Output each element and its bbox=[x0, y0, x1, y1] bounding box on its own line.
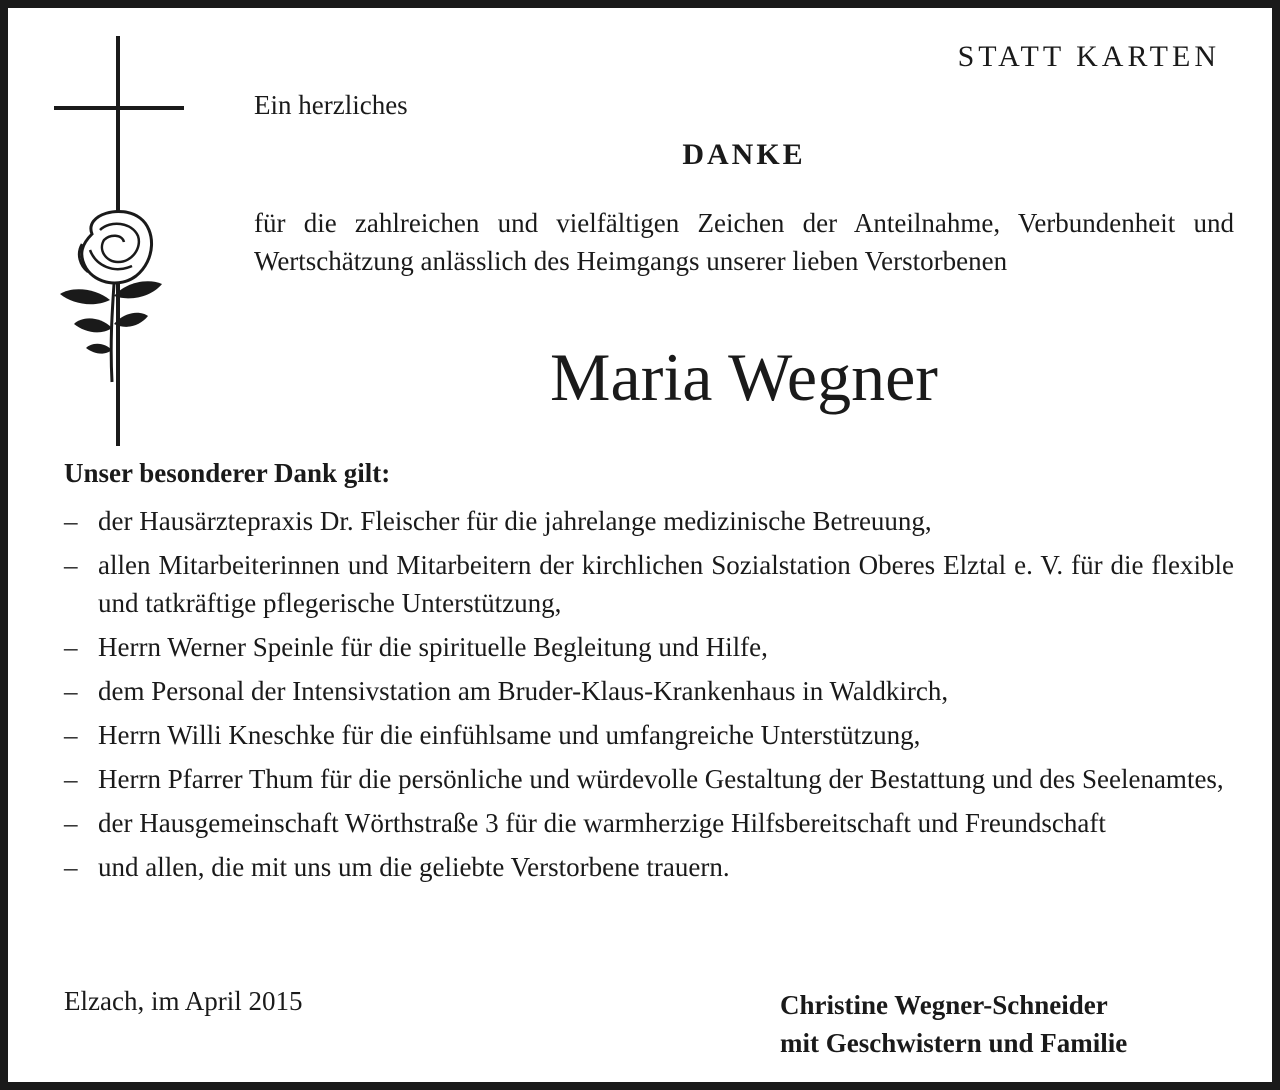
list-item bbox=[64, 804, 1234, 842]
danke-headline: DANKE bbox=[682, 138, 806, 171]
thanks-list bbox=[64, 502, 1234, 892]
list-item-text: der Hausgemeinschaft Wörthstraße 3 für die warmherzige Hilfsbereitschaft und Freundschaft bbox=[98, 808, 1106, 838]
list-item bbox=[64, 672, 1234, 710]
dash-bullet: – bbox=[64, 764, 78, 794]
dash-bullet: – bbox=[64, 676, 78, 706]
intro-line: Ein herzliches bbox=[254, 90, 408, 120]
list-item bbox=[64, 760, 1234, 798]
thanks-heading: Unser besonderer Dank gilt: bbox=[64, 458, 391, 488]
list-item bbox=[64, 628, 1234, 666]
deceased-name: Maria Wegner bbox=[550, 339, 938, 415]
intro-paragraph: für die zahlreichen und vielfältigen Zeichen der Anteilnahme, Verbundenheit und Wertschätzung anlässlich des Heimgangs unserer lieben Verstorbenen bbox=[254, 208, 1234, 276]
signature-line-1: Christine Wegner-Schneider bbox=[780, 990, 1108, 1020]
place-date: Elzach, im April 2015 bbox=[64, 986, 303, 1016]
list-item-text: dem Personal der Intensivstation am Bruder-Klaus-Krankenhaus in Waldkirch, bbox=[98, 676, 949, 706]
list-item bbox=[64, 848, 1234, 886]
statt-karten-label: STATT KARTEN bbox=[957, 40, 1220, 73]
dash-bullet: – bbox=[64, 506, 78, 536]
signature-line-2: mit Geschwistern und Familie bbox=[780, 1028, 1128, 1058]
list-item-text: der Hausärztepraxis Dr. Fleischer für die jahrelange medizinische Betreuung, bbox=[98, 506, 932, 536]
dash-bullet: – bbox=[64, 852, 78, 882]
list-item-text: allen Mitarbeiterinnen und Mitarbeitern der kirchlichen Sozialstation Oberes Elztal e. V. für die flexible und tatkräftige pflegerische Unterstützung, bbox=[98, 550, 1234, 618]
list-item bbox=[64, 502, 1234, 540]
list-item bbox=[64, 716, 1234, 754]
list-item-text: Herrn Pfarrer Thum für die persönliche und würdevolle Gestaltung der Bestattung und des Seelenamtes, bbox=[98, 764, 1224, 794]
list-item-text: Herrn Willi Kneschke für die einfühlsame und umfangreiche Unterstützung, bbox=[98, 720, 921, 750]
list-item-text: Herrn Werner Speinle für die spirituelle Begleitung und Hilfe, bbox=[98, 632, 768, 662]
list-item bbox=[64, 546, 1234, 622]
dash-bullet: – bbox=[64, 632, 78, 662]
dash-bullet: – bbox=[64, 808, 78, 838]
dash-bullet: – bbox=[64, 550, 78, 580]
list-item-text: und allen, die mit uns um die geliebte Verstorbene trauern. bbox=[98, 852, 730, 882]
dash-bullet: – bbox=[64, 720, 78, 750]
cross-icon-crossbar bbox=[54, 106, 184, 110]
signature bbox=[780, 986, 1127, 1062]
